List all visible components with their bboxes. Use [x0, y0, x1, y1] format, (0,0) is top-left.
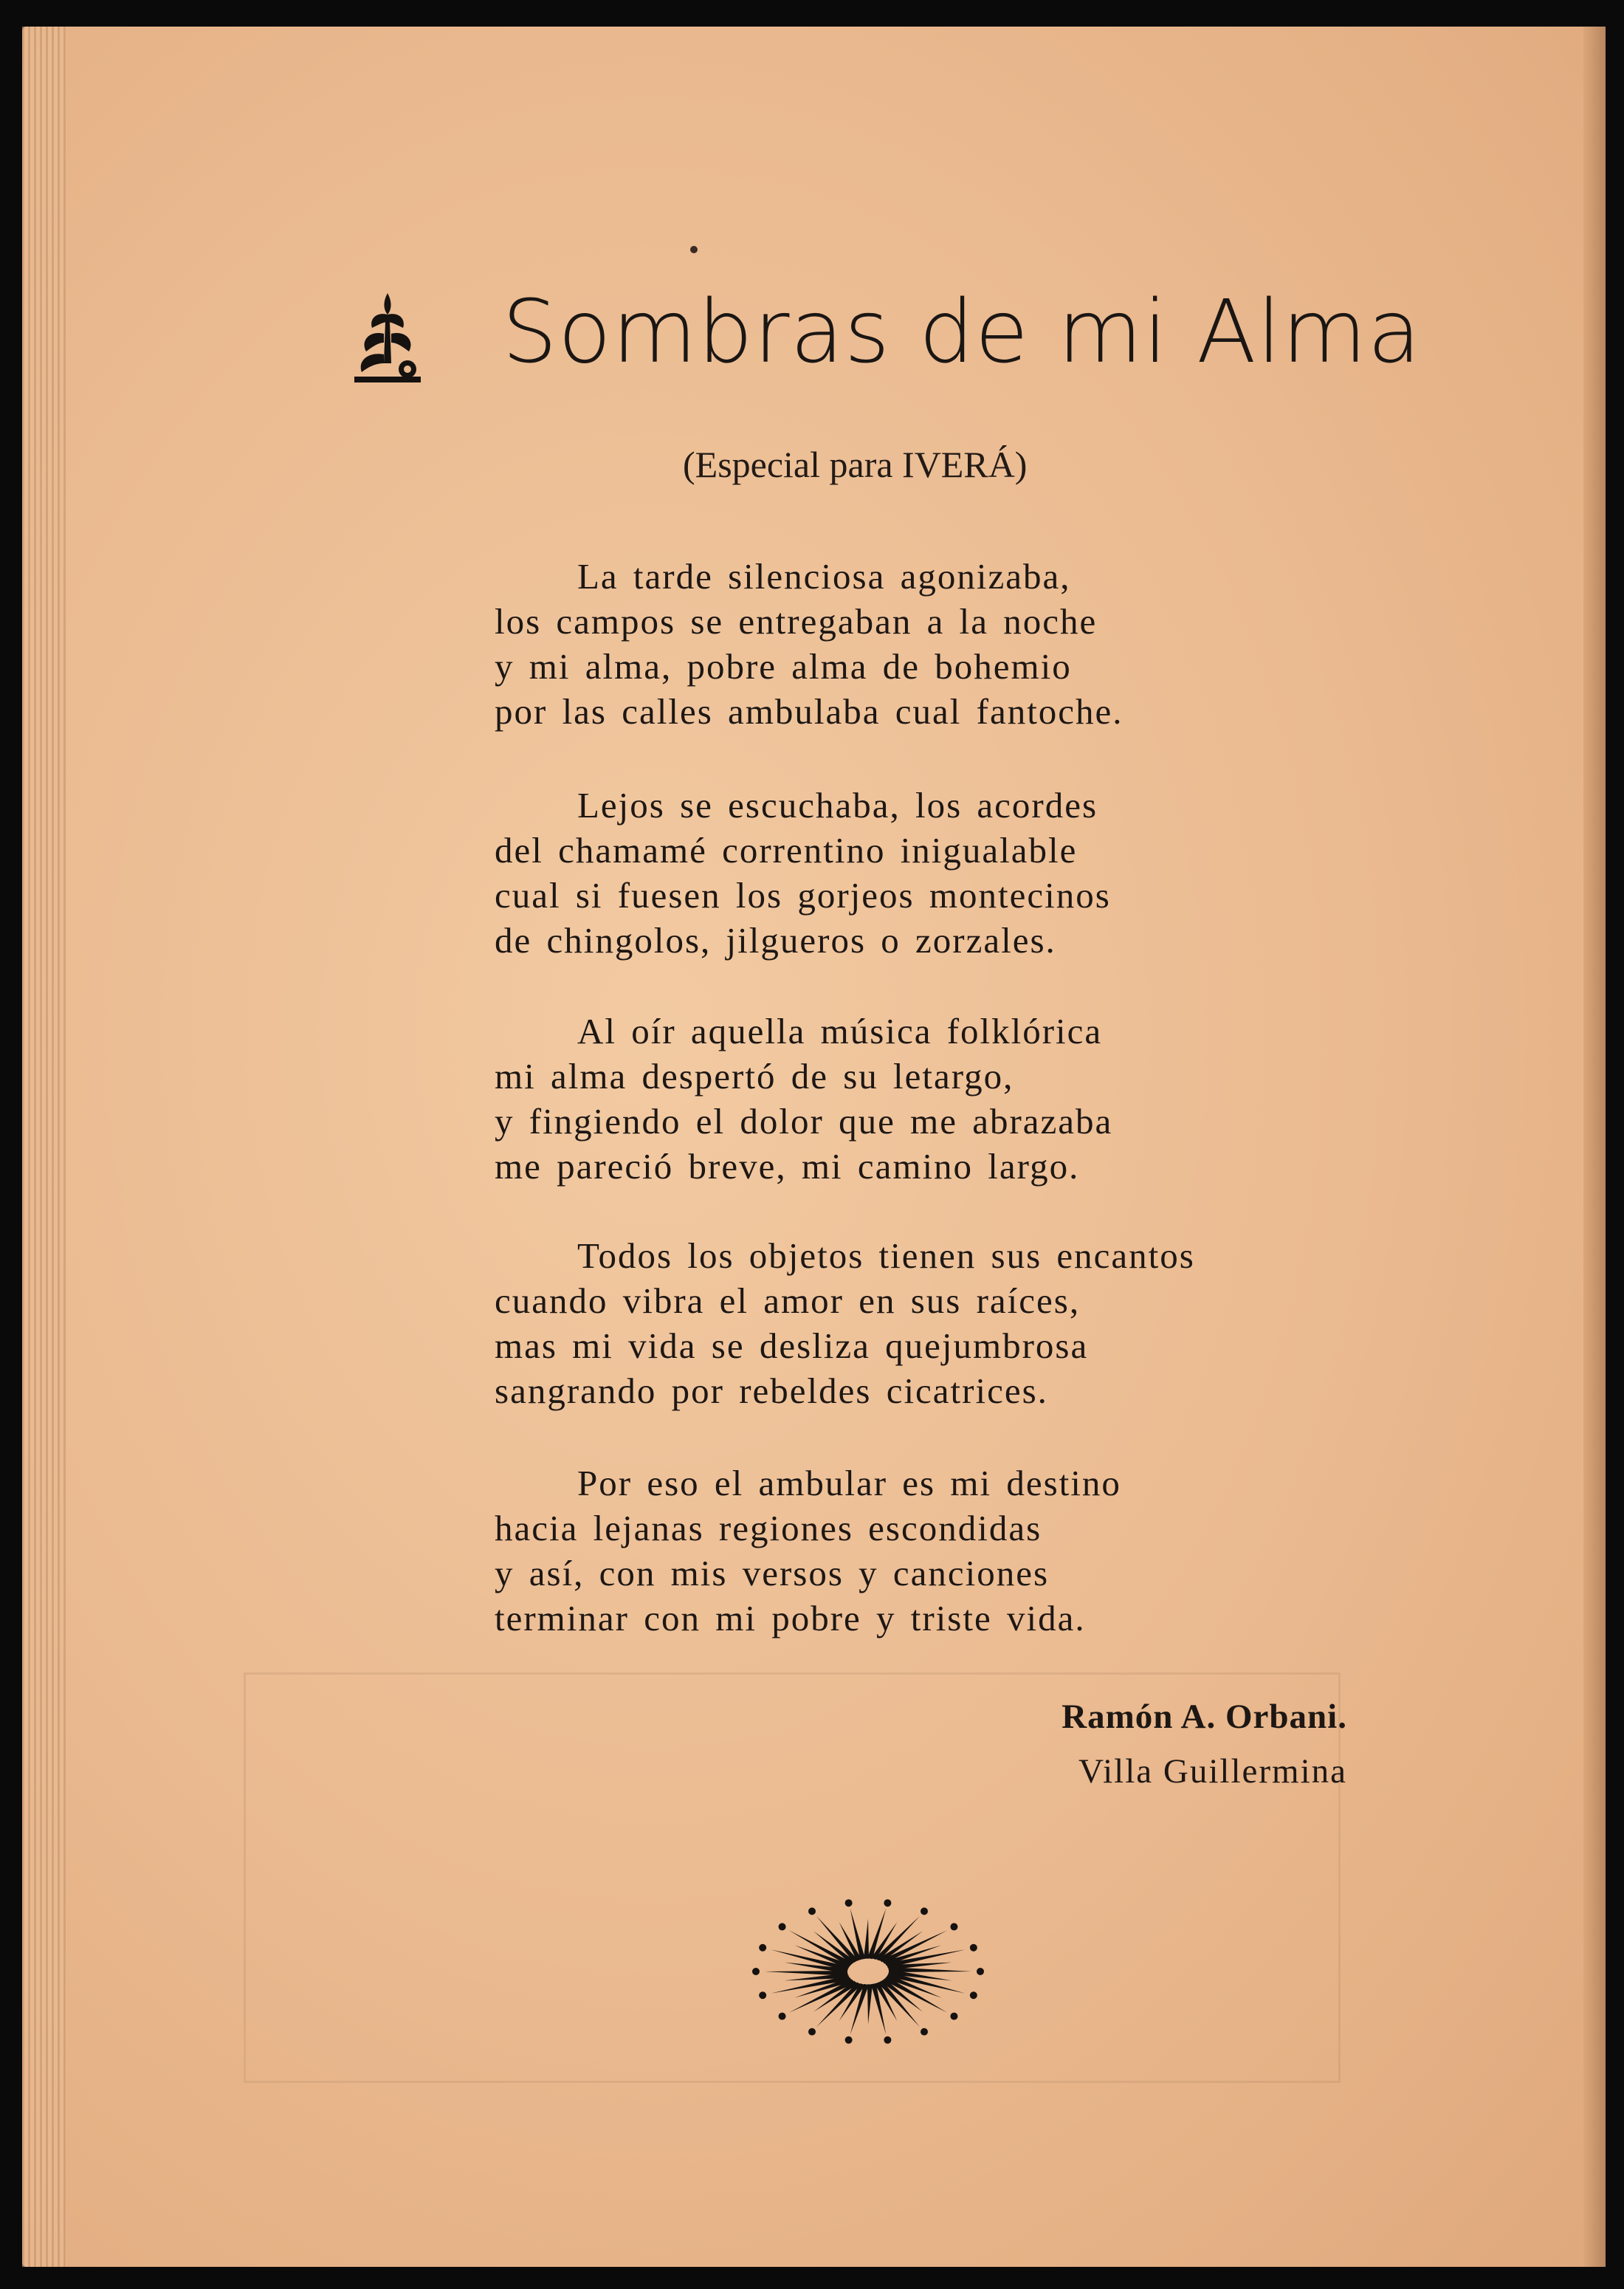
page-right-edge: [1583, 27, 1606, 2267]
starburst-dot: [921, 1907, 928, 1915]
starburst-dot: [884, 2036, 891, 2044]
verse-line: hacia lejanas regiones escondidas: [495, 1508, 1042, 1548]
verse-line: me pareció breve, mi camino largo.: [495, 1146, 1080, 1187]
starburst-dot: [752, 1968, 760, 1975]
verse-line: Por eso el ambular es mi destino: [577, 1463, 1121, 1503]
starburst-ray: [850, 1909, 865, 1960]
starburst-dot: [759, 1991, 766, 1999]
verse-line: por las calles ambulaba cual fantoche.: [495, 691, 1124, 732]
starburst-dot: [884, 1899, 891, 1907]
verse-line: cuando vibra el amor en sus raíces,: [495, 1280, 1081, 1321]
floral-ornament-icon: [347, 289, 428, 385]
stanza-4: [495, 1233, 1195, 1413]
starburst-dot: [759, 1944, 766, 1952]
page-edges: [22, 27, 66, 2267]
starburst-dot: [808, 2028, 816, 2036]
starburst-ray: [867, 1984, 873, 2024]
starburst-dot: [845, 2036, 853, 2044]
verse-line: del chamamé correntino inigualable: [495, 830, 1078, 871]
verse-line: La tarde silenciosa agonizaba,: [577, 556, 1071, 597]
verse-line: sangrando por rebeldes cicatrices.: [495, 1370, 1048, 1411]
poem-subtitle: (Especial para IVERÁ): [683, 444, 1028, 485]
starburst-dot: [977, 1968, 984, 1975]
starburst-dot: [779, 2013, 786, 2020]
starburst-dot: [950, 1923, 957, 1930]
starburst-dot: [950, 2013, 957, 2020]
stanza-1: [495, 554, 1124, 734]
verse-line: mas mi vida se desliza quejumbrosa: [495, 1325, 1089, 1366]
author-name: Ramón A. Orbani.: [1062, 1698, 1347, 1736]
verse-line: y mi alma, pobre alma de bohemio: [495, 646, 1072, 687]
starburst-dot: [808, 1907, 816, 1915]
verse-line: Al oír aquella música folklórica: [577, 1011, 1103, 1051]
starburst-dot: [970, 1991, 977, 1999]
verse-line: Todos los objetos tienen sus encantos: [577, 1235, 1195, 1276]
starburst-dot: [779, 1923, 786, 1930]
verse-line: cual si fuesen los gorjeos montecinos: [495, 875, 1111, 916]
starburst-ray: [871, 1983, 886, 2034]
starburst-dot: [845, 1899, 853, 1907]
author-place: Villa Guillermina: [1078, 1752, 1347, 1791]
verse-line: Lejos se escuchaba, los acordes: [577, 785, 1098, 826]
verse-line: y así, con mis versos y canciones: [495, 1553, 1050, 1593]
starburst-ray: [765, 1971, 847, 1976]
stanza-2: [495, 783, 1111, 963]
verse-line: terminar con mi pobre y triste vida.: [495, 1598, 1086, 1638]
starburst-dot: [921, 2028, 928, 2036]
verse-line: los campos se entregaban a la noche: [495, 601, 1098, 642]
stanza-5: [495, 1461, 1121, 1641]
stanza-3: [495, 1009, 1112, 1189]
ink-dot: [690, 246, 698, 253]
verse-line: mi alma despertó de su letargo,: [495, 1056, 1014, 1097]
verse-line: y fingiendo el dolor que me abrazaba: [495, 1101, 1113, 1142]
starburst-dot: [970, 1944, 977, 1952]
starburst-ornament-icon: [750, 1898, 986, 2045]
starburst-ray: [864, 1919, 869, 1959]
poem-title: Sombras de mi Alma: [502, 281, 1422, 382]
verse-line: de chingolos, jilgueros o zorzales.: [495, 920, 1056, 961]
